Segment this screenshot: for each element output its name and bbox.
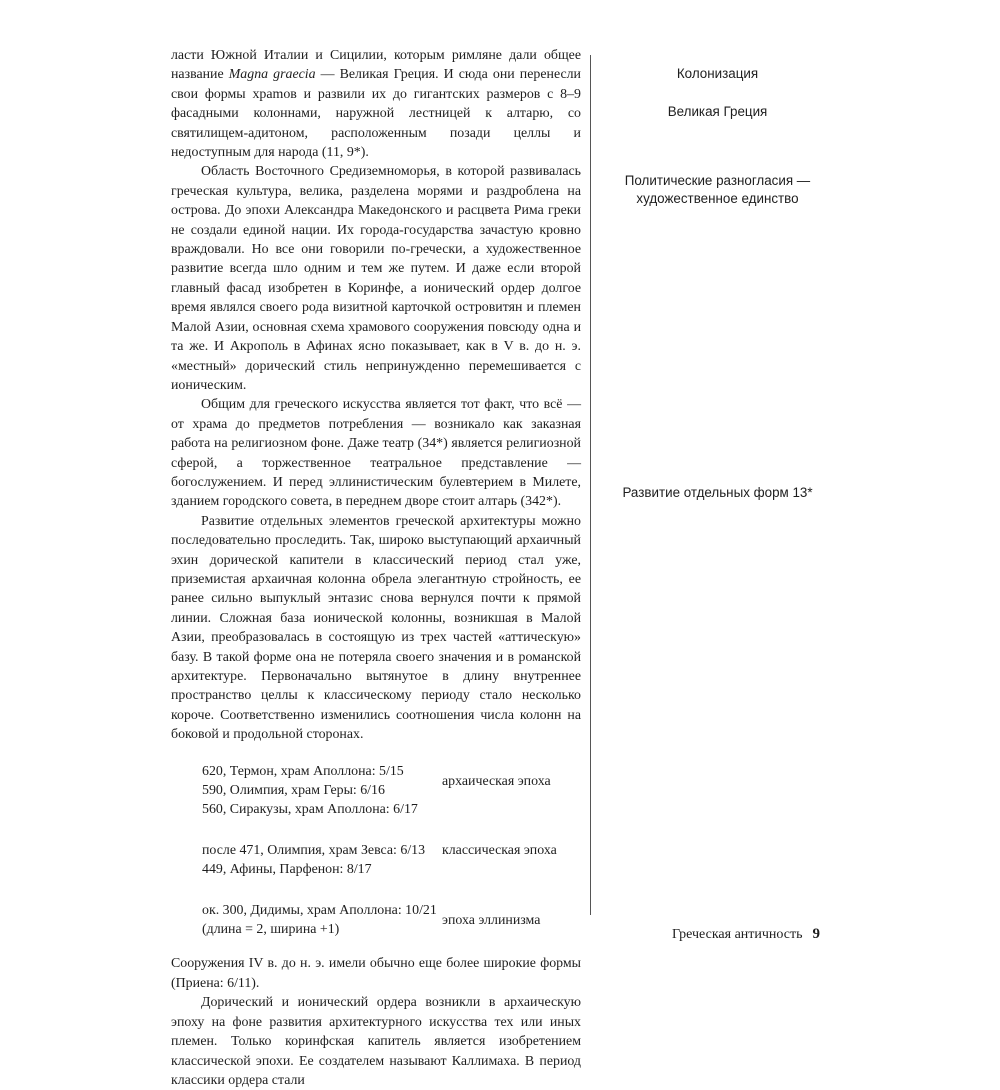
paragraph-5: Сооружения IV в. до н. э. имели обычно еще более широкие формы (Приена: 6/11). bbox=[171, 956, 581, 991]
table-row: 560, Сиракузы, храм Аполлона: 6/17 bbox=[202, 802, 418, 818]
sidebar-note-political-line2: художественное единство bbox=[636, 191, 799, 206]
table-row: 620, Термон, храм Аполлона: 5/15 bbox=[202, 763, 404, 779]
era-label: эпоха эллинизма bbox=[442, 912, 541, 928]
era-label: архаическая эпоха bbox=[442, 773, 551, 789]
table-row: после 471, Олимпия, храм Зевса: 6/13 bbox=[202, 842, 426, 858]
sidebar-note-political-line1: Политические разногласия — bbox=[624, 173, 811, 188]
magna-graecia-term: Magna graecia bbox=[228, 67, 316, 83]
table-row: ок. 300, Дидимы, храм Аполлона: 10/21 bbox=[202, 902, 437, 918]
column-divider bbox=[590, 55, 591, 915]
temple-proportions-table bbox=[202, 762, 581, 940]
table-group-classical bbox=[202, 841, 581, 880]
era-label: классическая эпоха bbox=[442, 842, 557, 858]
table-group-archaic bbox=[202, 762, 581, 820]
paragraph-2: Область Восточного Средиземноморья, в которой развивалась греческая культура, велика, разделена морями и раздроблена на острова. До эпохи Александра Македонского и расцвета Рима греки не создали единой нации. Их города-государства зачастую кровно враждовали. Но все они говорили по-гречески, а художественное развитие всегда шло одним и тем же путем. И даже если второй главный фасад изобретен в Коринфе, а ионический ордер долгое время являлся своего рода визитной карточкой островитян и племен Малой Азии, основная схема храмового сооружения повсюду одна и та же. И Акрополь в Афинах ясно показывает, как в V в. до н. э. «местный» дорический стиль непринужденно перемешивается с ионическим. bbox=[171, 164, 581, 393]
sidebar-note-forms: Развитие отдельных форм 13* bbox=[622, 485, 813, 500]
sidebar-note-colonization: Колонизация bbox=[676, 66, 759, 81]
paragraph-1-end: — Великая Греция. И сюда они перенесли свои формы храmов и развили их до гигантских размеров с 8–9 фасадными колоннами, наружной лестницей к алтарю, со святилищем-адитоном, расположенным позади целлы и недоступным для народа (11, 9*). bbox=[171, 67, 581, 161]
table-row: 449, Афины, Парфенон: 8/17 bbox=[202, 862, 372, 878]
paragraph-1-start: ласти Южной Италии и Сицилии, которым римляне дали общее название bbox=[171, 48, 581, 83]
paragraph-4: Развитие отдельных элементов греческой архитектуры можно последовательно проследить. Так, широко выступающий архаичный эхин дорической капители в классический период стал уже, приземистая архаичная колонна обрела элегантную стройность, ее ранее сильно выпуклый энтазис снова вернулся почти к прямой линии. Сложная база ионической колонны, возникшая в Малой Азии, преобразовалась в состоящую из трех частей «аттическую» базу. В такой форме она не потеряла своего значения и в романской архитектуре. Первоначально вытянутое в длину внутреннее пространство целлы к классическому периоду стало несколько короче. Соответственно изменились соотношения числа колонн на боковой и продольной сторонах. bbox=[171, 513, 581, 743]
table-row: (длина = 2, ширина +1) bbox=[202, 922, 340, 938]
page-number: 9 bbox=[812, 926, 820, 942]
paragraph-6: Дорический и ионический ордера возникли в архаическую эпоху на фоне развития архитектурного искусства тех или иных племен. Только коринфская капитель является изобретением классической эпохи. Ее создателем называют Каллимаха. В период классики ордера стали bbox=[171, 995, 581, 1088]
sidebar-note-political bbox=[600, 172, 835, 208]
paragraph-3: Общим для греческого искусства является тот факт, что всё — от храма до предметов потребления — возникало как заказная работа на религиозном фоне. Даже театр (34*) является религиозной сферой, а торжественное театральное представление — богослужением. И перед эллинистическим булевтерием в Милете, зданием городского совета, в переднем дворе стоит алтарь (342*). bbox=[171, 397, 581, 510]
paragraph-1 bbox=[171, 46, 581, 162]
table-row: 590, Олимпия, храм Геры: 6/16 bbox=[202, 783, 385, 799]
running-title: Греческая античность bbox=[671, 927, 803, 942]
table-group-hellenistic bbox=[202, 901, 581, 940]
sidebar-note-magna-graecia: Великая Греция bbox=[667, 104, 768, 119]
page-footer bbox=[672, 926, 820, 943]
main-text-column bbox=[171, 46, 581, 1090]
